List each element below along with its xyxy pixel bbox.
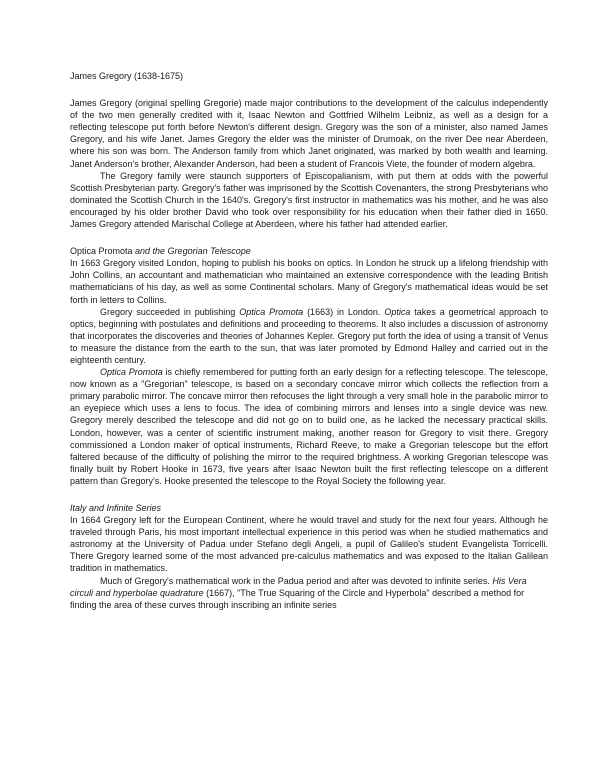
document-title: James Gregory (1638-1675) xyxy=(70,71,184,81)
section-heading-italy-text: Italy and Infinite Series xyxy=(70,503,162,513)
optica-paragraph-3 xyxy=(70,366,548,487)
section-heading-optica-plain: Optica Promota xyxy=(70,246,136,257)
intro-paragraph-2: The Gregory family were staunch supporters of Episcopalianism, with put them at odds with the powerful Scottish Presbyterian party. Gregory's father was imprisoned by the Scottish Covenanters, the strong Presbyterians who dominated the Scottish Church in the 1640's. Gregory's first instructor in mathematics was his mother, and he was also encouraged by his older brother David who took over responsibility for his education when their father died in 1650. James Gregory attended Marischal College at Aberdeen, where his father had attended earlier. xyxy=(70,170,548,230)
optica-paragraph-2 xyxy=(70,306,548,366)
optica-paragraph-2-part-c: takes a geometrical approach to optics, beginning with postulates and definitions and proceeding to theorems. It also includes a discussion of astronomy that incorporates the discoveries and theories of Johannes Kepler. Gregory put forth the idea of using a transit of Venus to measure the distance from the earth to the sun, that was later promoted by Edmond Halley and carried out in the eighteenth century. xyxy=(70,306,548,365)
italy-paragraph-2 xyxy=(70,575,548,611)
italy-paragraph-1: In 1664 Gregory left for the European Continent, where he would travel and study for the next four years. Although he traveled through Paris, his most important intellectual experience in this period was when he studied mathematics and astronomy at the University of Padua under Stefano degli Angeli, a pupil of Galileo's student Evangelista Torricelli. There Gregory learned some of the most advanced pre-calculus mathematics and was exposed to the Italian Galilean tradition in mathematics. xyxy=(70,515,548,574)
optica-promota-title-ref-2: Optica Promota xyxy=(100,367,163,378)
optica-paragraph-3-rest: is chiefly remembered for putting forth an early design for a reflecting telescope. The telescope, now known as a "Gregorian" telescope, is based on a secondary concave mirror which collects the reflection from a primary parabolic mirror. The concave mirror then refocuses the light through a very small hole in the parabolic mirror to an eyepiece which uses a lens to focus. The idea of combining mirrors and lenses into a single device was new. Gregory merely described the telescope and did not go on to build one, as he lacked the necessary practical skills. London, however, was a center of scientific instrument making, another reason for Gregory to visit there. Gregory commissioned a London maker of optical instruments, Richard Reeve, to make a Gregorian telescope but the effort faltered because of the difficulty of polishing the mirror to the required brightness. A working Gregorian telescope was finally built by Robert Hooke in 1673, five years after Isaac Newton built the first reflecting telescope on a different pattern than Gregory's. Hooke presented the telescope to the Royal Society the following year. xyxy=(70,367,548,486)
optica-title-ref: Optica xyxy=(384,306,411,317)
vera-circuli-title-ref: His Vera circuli and hyperbolae quadrature xyxy=(70,575,527,598)
document-body xyxy=(70,70,548,611)
italy-paragraph-2-part-a: Much of Gregory's mathematical work in the Padua period and after was devoted to infinite series. xyxy=(100,575,493,586)
optica-paragraph-1: In 1663 Gregory visited London, hoping to publish his books on optics. In London he struck up a lifelong friendship with John Collins, an accountant and mathematician who maintained an extensive correspondence with the leading British mathematicians of his day, as well as some Continental scholars. Many of Gregory's mathematical ideas would be set forth in letters to Collins. xyxy=(70,258,548,305)
section-heading-optica-italic: and the Gregorian Telescope xyxy=(135,246,251,257)
optica-paragraph-2-part-b: (1663) in London. xyxy=(303,306,385,317)
intro-paragraph-1: James Gregory (original spelling Gregorie) made major contributions to the development of the calculus independently of the two men generally credited with it, Isaac Newton and Gottfried Wilhelm Leibniz, as well as a design for a reflecting telescope put forth before Newton's different design. Gregory was the son of a minister, also named James Gregory, and his wife Janet. James Gregory the elder was the minister of Drumoak, on the river Dee near Aberdeen, where his son was born. The Anderson family from which Janet originated, was marked by both wealth and learning. Janet Anderson's brother, Alexander Anderson, had been a student of Francois Viete, the founder of modern algebra. xyxy=(70,98,548,169)
section-heading-italy xyxy=(70,502,548,514)
section-heading-optica xyxy=(70,245,548,257)
optica-promota-title-ref: Optica Promota xyxy=(239,306,304,317)
optica-paragraph-2-part-a: Gregory succeeded in publishing xyxy=(100,306,240,317)
italy-paragraph-2-part-b: (1667), "The True Squaring of the Circle and Hyperbola" described a method for finding the area of these curves through inscribing an infinite series xyxy=(70,587,525,610)
